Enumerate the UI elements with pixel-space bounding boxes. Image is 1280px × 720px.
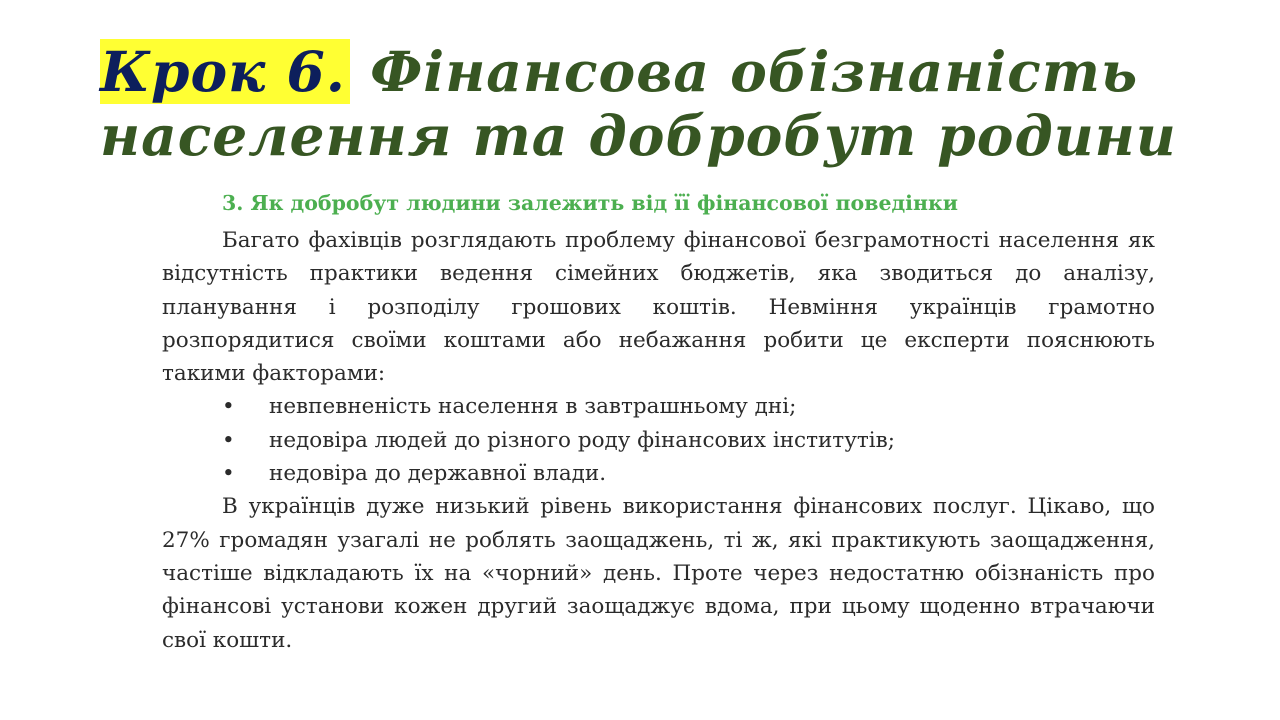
title-text: Фінансова обізнаність населення та добробут родини	[100, 39, 1177, 168]
paragraph-savings: В українців дуже низький рівень використання фінансових послуг. Цікаво, що 27% громадян узагалі не роблять заощаджень, ті ж, які практикують заощадження, частіше відкладають їх на «чорний» день. Проте через недостатню обізнаність про фінансові установи кожен другий заощаджує вдома, при цьому щоденно втрачаючи свої кошти.	[162, 494, 1155, 653]
factors-list	[162, 390, 1155, 490]
list-item	[162, 457, 1155, 490]
slide-title	[100, 40, 1220, 168]
bullet-icon: •	[222, 427, 235, 453]
paragraph-intro: Багато фахівців розглядають проблему фінансової безграмотності населення як відсутність практики ведення сімейних бюджетів, яка зводиться до аналізу, планування і розподілу грошових коштів. Невміння українців грамотно розпорядитися своїми коштами або небажання робити це експерти пояснюють такими факторами:	[162, 228, 1155, 387]
bullet-icon: •	[222, 394, 235, 420]
list-item-text: недовіра до державної влади.	[269, 461, 607, 487]
list-item-text: невпевненість населення в завтрашньому дні;	[269, 394, 797, 420]
list-item	[162, 424, 1155, 457]
list-item	[162, 390, 1155, 423]
list-item-text: недовіра людей до різного роду фінансових інститутів;	[269, 427, 895, 453]
section-heading: 3. Як добробут людини залежить від її фінансової поведінки	[222, 191, 958, 215]
textbook-page-excerpt	[162, 186, 1155, 668]
bullet-icon: •	[222, 461, 235, 487]
step-label: Крок 6.	[100, 39, 350, 104]
